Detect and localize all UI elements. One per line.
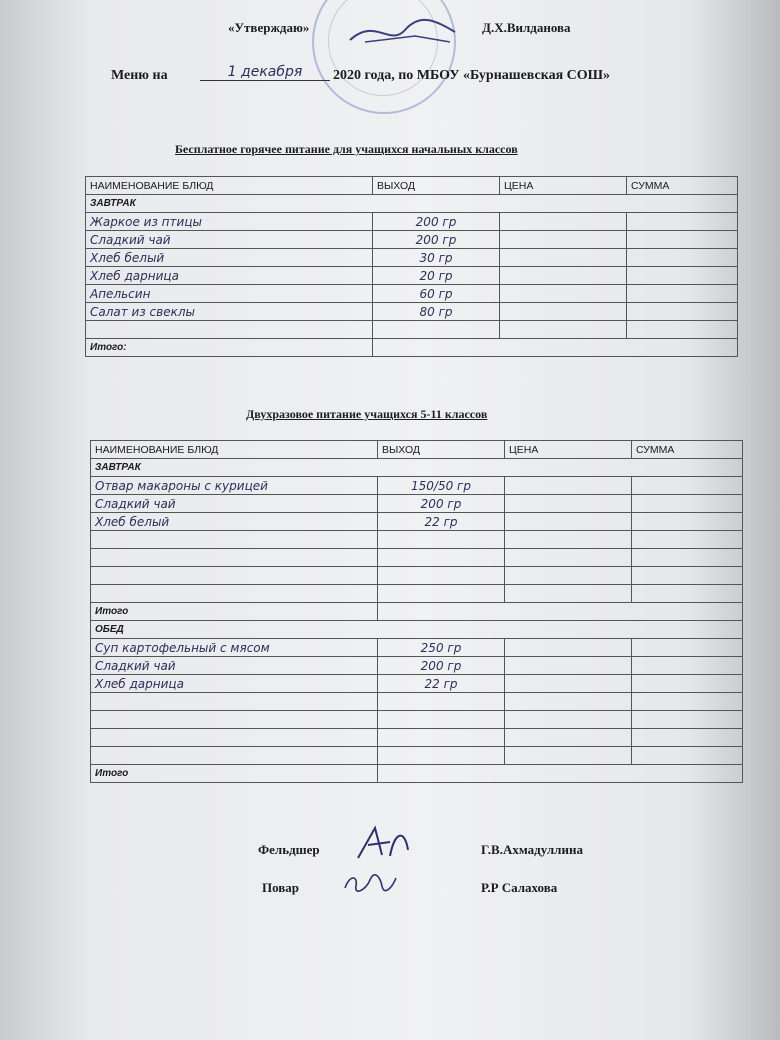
dish-output: 80 гр	[373, 303, 500, 321]
section1-title: Бесплатное горячее питание для учащихся начальных классов	[175, 142, 518, 156]
table-row	[91, 567, 743, 585]
col-header-sum: СУММА	[627, 177, 738, 195]
dish-output: 20 гр	[373, 267, 500, 285]
table-row	[86, 249, 738, 267]
dish-output: 30 гр	[373, 249, 500, 267]
table-row	[91, 747, 743, 765]
table-row	[91, 531, 743, 549]
table-row	[86, 213, 738, 231]
dish-output: 22 гр	[378, 513, 505, 531]
lunch-total-label: Итого	[91, 765, 378, 783]
dish-output: 250 гр	[378, 639, 505, 657]
free-meal-table	[85, 176, 738, 357]
table-row	[86, 303, 738, 321]
dish-output: 22 гр	[378, 675, 505, 693]
table-row	[91, 585, 743, 603]
table-header-row	[86, 177, 738, 195]
menu-prefix: Меню на	[111, 68, 168, 83]
approval-label: «Утверждаю»	[228, 20, 310, 35]
total-row	[86, 339, 738, 357]
breakfast-total-label: Итого	[91, 603, 378, 621]
col-header-output: ВЫХОД	[378, 441, 505, 459]
dish-name: Апельсин	[86, 285, 373, 303]
two-meal-table	[90, 440, 743, 783]
total-row	[91, 765, 743, 783]
dish-name: Отвар макароны с курицей	[91, 477, 378, 495]
dish-output: 200 гр	[373, 231, 500, 249]
col-header-price: ЦЕНА	[500, 177, 627, 195]
dish-output: 150/50 гр	[378, 477, 505, 495]
section2-title: Двухразовое питание учащихся 5-11 классов	[246, 407, 488, 421]
menu-date: 1 декабря	[200, 64, 330, 81]
dish-output: 200 гр	[373, 213, 500, 231]
table-row	[91, 495, 743, 513]
dish-output: 200 гр	[378, 495, 505, 513]
table-row	[91, 639, 743, 657]
dish-name: Жаркое из птицы	[86, 213, 373, 231]
signer-role: Фельдшер	[258, 842, 320, 857]
director-signature	[345, 12, 465, 52]
dish-name: Сладкий чай	[91, 495, 378, 513]
menu-suffix: 2020 года, по МБОУ «Бурнашевская СОШ»	[333, 68, 611, 83]
table-row	[91, 657, 743, 675]
table-row	[86, 321, 738, 339]
dish-name: Сладкий чай	[86, 231, 373, 249]
dish-name: Салат из свеклы	[86, 303, 373, 321]
dish-name: Хлеб дарница	[91, 675, 378, 693]
col-header-dish: НАИМЕНОВАНИЕ БЛЮД	[91, 441, 378, 459]
col-header-dish: НАИМЕНОВАНИЕ БЛЮД	[86, 177, 373, 195]
dish-name: Сладкий чай	[91, 657, 378, 675]
dish-name: Суп картофельный с мясом	[91, 639, 378, 657]
table-row	[91, 513, 743, 531]
dish-output: 60 гр	[373, 285, 500, 303]
meal-label: ЗАВТРАК	[86, 195, 738, 213]
table-row	[86, 267, 738, 285]
breakfast-label: ЗАВТРАК	[91, 459, 743, 477]
col-header-price: ЦЕНА	[505, 441, 632, 459]
table-row	[91, 675, 743, 693]
dish-name: Хлеб дарница	[86, 267, 373, 285]
table-row	[91, 711, 743, 729]
col-header-output: ВЫХОД	[373, 177, 500, 195]
dish-output: 200 гр	[378, 657, 505, 675]
total-row	[91, 603, 743, 621]
medic-signature	[350, 820, 420, 865]
lunch-label: ОБЕД	[91, 621, 743, 639]
table-row	[91, 693, 743, 711]
col-header-sum: СУММА	[632, 441, 743, 459]
dish-name: Хлеб белый	[86, 249, 373, 267]
approver-name: Д.Х.Вилданова	[482, 20, 571, 35]
table-row	[91, 477, 743, 495]
table-header-row	[91, 441, 743, 459]
table-row	[86, 285, 738, 303]
cook-signature	[340, 866, 400, 900]
signer-name: Р.Р Салахова	[481, 880, 558, 895]
dish-name: Хлеб белый	[91, 513, 378, 531]
signer-name: Г.В.Ахмадуллина	[481, 842, 583, 857]
total-label: Итого:	[86, 339, 373, 357]
table-row	[86, 231, 738, 249]
table-row	[91, 729, 743, 747]
table-row	[91, 549, 743, 567]
signer-role: Повар	[262, 880, 300, 895]
